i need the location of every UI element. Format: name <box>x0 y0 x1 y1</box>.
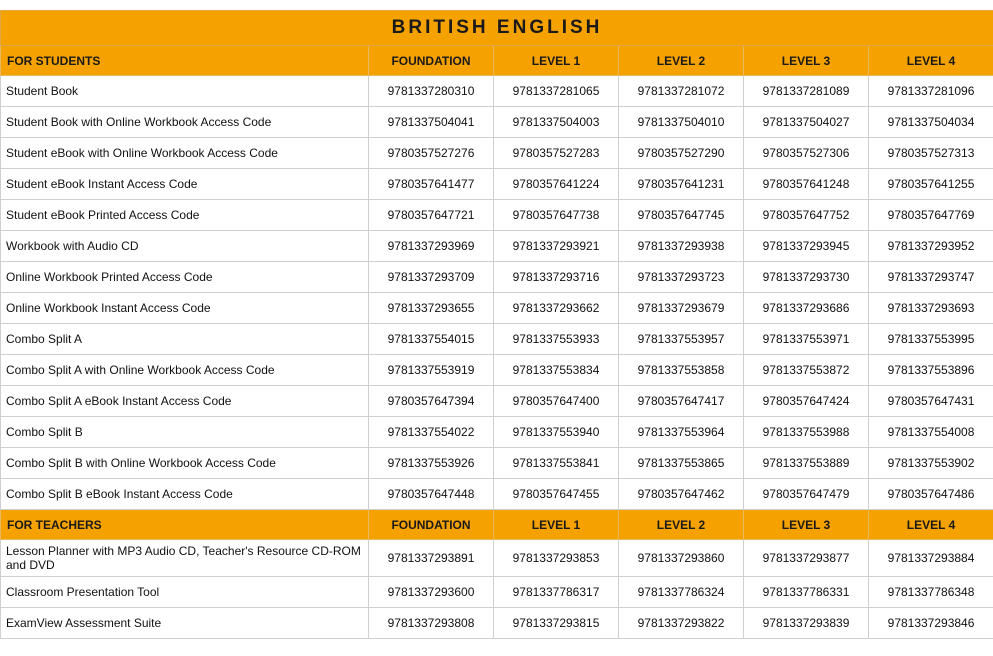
isbn-cell: 9781337293730 <box>744 262 869 293</box>
isbn-cell: 9781337554022 <box>369 417 494 448</box>
table-row <box>1 540 993 577</box>
isbn-cell: 9781337293723 <box>619 262 744 293</box>
column-header: LEVEL 2 <box>619 46 744 76</box>
table-row <box>1 107 993 138</box>
isbn-cell: 9780357647417 <box>619 386 744 417</box>
isbn-cell: 9781337553896 <box>869 355 993 386</box>
isbn-cell: 9781337553841 <box>494 448 619 479</box>
isbn-cell: 9780357527290 <box>619 138 744 169</box>
isbn-cell: 9781337281096 <box>869 76 993 107</box>
isbn-cell: 9781337553940 <box>494 417 619 448</box>
students-section <box>1 46 993 510</box>
isbn-cell: 9781337293600 <box>369 577 494 608</box>
isbn-cell: 9780357647752 <box>744 200 869 231</box>
title-row <box>1 11 993 46</box>
isbn-cell: 9781337553902 <box>869 448 993 479</box>
isbn-cell: 9781337281089 <box>744 76 869 107</box>
table-row <box>1 448 993 479</box>
isbn-cell: 9780357647394 <box>369 386 494 417</box>
isbn-cell: 9781337553971 <box>744 324 869 355</box>
isbn-cell: 9781337293747 <box>869 262 993 293</box>
isbn-cell: 9780357647400 <box>494 386 619 417</box>
isbn-cell: 9780357647745 <box>619 200 744 231</box>
isbn-cell: 9780357641248 <box>744 169 869 200</box>
isbn-cell: 9781337553834 <box>494 355 619 386</box>
column-header: LEVEL 4 <box>869 510 993 540</box>
product-name-cell: Combo Split A with Online Workbook Access Code <box>1 355 369 386</box>
isbn-cell: 9781337293693 <box>869 293 993 324</box>
product-name-cell: Online Workbook Instant Access Code <box>1 293 369 324</box>
column-header: LEVEL 1 <box>494 510 619 540</box>
isbn-cell: 9781337504034 <box>869 107 993 138</box>
isbn-cell: 9781337293709 <box>369 262 494 293</box>
isbn-cell: 9781337553988 <box>744 417 869 448</box>
isbn-cell: 9780357647462 <box>619 479 744 510</box>
isbn-cell: 9781337293815 <box>494 608 619 639</box>
isbn-cell: 9781337293860 <box>619 540 744 577</box>
isbn-cell: 9781337786348 <box>869 577 993 608</box>
table-row <box>1 169 993 200</box>
isbn-cell: 9781337293853 <box>494 540 619 577</box>
isbn-cell: 9781337293808 <box>369 608 494 639</box>
isbn-table <box>0 10 993 639</box>
product-name-cell: Lesson Planner with MP3 Audio CD, Teacher's Resource CD-ROM and DVD <box>1 540 369 577</box>
product-name-cell: Student eBook Instant Access Code <box>1 169 369 200</box>
table-row <box>1 138 993 169</box>
column-header: LEVEL 2 <box>619 510 744 540</box>
isbn-cell: 9780357647479 <box>744 479 869 510</box>
isbn-cell: 9780357527276 <box>369 138 494 169</box>
isbn-cell: 9781337553889 <box>744 448 869 479</box>
isbn-cell: 9781337553919 <box>369 355 494 386</box>
isbn-cell: 9780357641255 <box>869 169 993 200</box>
column-header: FOUNDATION <box>369 510 494 540</box>
isbn-cell: 9781337293686 <box>744 293 869 324</box>
isbn-cell: 9781337553926 <box>369 448 494 479</box>
isbn-cell: 9780357647721 <box>369 200 494 231</box>
column-header: LEVEL 3 <box>744 510 869 540</box>
isbn-cell: 9781337553957 <box>619 324 744 355</box>
column-header: LEVEL 4 <box>869 46 993 76</box>
table-row <box>1 417 993 448</box>
product-name-cell: Workbook with Audio CD <box>1 231 369 262</box>
isbn-cell: 9781337293891 <box>369 540 494 577</box>
isbn-cell: 9781337553865 <box>619 448 744 479</box>
isbn-cell: 9780357527306 <box>744 138 869 169</box>
isbn-cell: 9781337504003 <box>494 107 619 138</box>
table-row <box>1 386 993 417</box>
product-name-cell: Online Workbook Printed Access Code <box>1 262 369 293</box>
isbn-cell: 9781337504027 <box>744 107 869 138</box>
isbn-cell: 9781337553858 <box>619 355 744 386</box>
isbn-cell: 9781337293662 <box>494 293 619 324</box>
isbn-cell: 9780357641224 <box>494 169 619 200</box>
isbn-cell: 9781337553872 <box>744 355 869 386</box>
isbn-cell: 9781337293822 <box>619 608 744 639</box>
isbn-cell: 9780357647431 <box>869 386 993 417</box>
isbn-cell: 9781337786317 <box>494 577 619 608</box>
isbn-cell: 9780357647424 <box>744 386 869 417</box>
table-row <box>1 231 993 262</box>
isbn-cell: 9780357647448 <box>369 479 494 510</box>
isbn-cell: 9781337293679 <box>619 293 744 324</box>
isbn-cell: 9780357641477 <box>369 169 494 200</box>
isbn-cell: 9781337553933 <box>494 324 619 355</box>
isbn-cell: 9781337293716 <box>494 262 619 293</box>
isbn-cell: 9781337554015 <box>369 324 494 355</box>
column-header: LEVEL 3 <box>744 46 869 76</box>
isbn-cell: 9781337293846 <box>869 608 993 639</box>
table-row <box>1 355 993 386</box>
isbn-cell: 9781337293921 <box>494 231 619 262</box>
column-header: FOUNDATION <box>369 46 494 76</box>
table-row <box>1 324 993 355</box>
isbn-cell: 9781337293655 <box>369 293 494 324</box>
isbn-cell: 9781337281065 <box>494 76 619 107</box>
isbn-cell: 9781337293945 <box>744 231 869 262</box>
product-name-cell: Combo Split A <box>1 324 369 355</box>
isbn-table-container <box>0 10 993 639</box>
product-name-cell: Student Book <box>1 76 369 107</box>
students-section-heading: FOR STUDENTS <box>1 46 369 76</box>
isbn-cell: 9780357647455 <box>494 479 619 510</box>
product-name-cell: Classroom Presentation Tool <box>1 577 369 608</box>
isbn-cell: 9781337293884 <box>869 540 993 577</box>
isbn-cell: 9781337293969 <box>369 231 494 262</box>
product-name-cell: Student Book with Online Workbook Access Code <box>1 107 369 138</box>
isbn-cell: 9780357647738 <box>494 200 619 231</box>
isbn-cell: 9781337293952 <box>869 231 993 262</box>
isbn-cell: 9781337786331 <box>744 577 869 608</box>
isbn-cell: 9781337554008 <box>869 417 993 448</box>
product-name-cell: ExamView Assessment Suite <box>1 608 369 639</box>
table-row <box>1 577 993 608</box>
table-row <box>1 76 993 107</box>
isbn-cell: 9781337293839 <box>744 608 869 639</box>
isbn-cell: 9781337504041 <box>369 107 494 138</box>
table-row <box>1 293 993 324</box>
table-row <box>1 608 993 639</box>
isbn-cell: 9781337786324 <box>619 577 744 608</box>
product-name-cell: Combo Split B <box>1 417 369 448</box>
isbn-cell: 9781337504010 <box>619 107 744 138</box>
table-title: BRITISH ENGLISH <box>1 11 993 46</box>
table-row <box>1 479 993 510</box>
product-name-cell: Combo Split A eBook Instant Access Code <box>1 386 369 417</box>
table-row <box>1 200 993 231</box>
isbn-cell: 9781337553995 <box>869 324 993 355</box>
isbn-cell: 9780357647769 <box>869 200 993 231</box>
teachers-section-heading: FOR TEACHERS <box>1 510 369 540</box>
isbn-cell: 9780357527313 <box>869 138 993 169</box>
isbn-cell: 9780357641231 <box>619 169 744 200</box>
table-row <box>1 262 993 293</box>
isbn-cell: 9780357527283 <box>494 138 619 169</box>
product-name-cell: Student eBook Printed Access Code <box>1 200 369 231</box>
product-name-cell: Combo Split B eBook Instant Access Code <box>1 479 369 510</box>
teachers-header-row <box>1 510 993 540</box>
teachers-section <box>1 510 993 639</box>
students-header-row <box>1 46 993 76</box>
isbn-cell: 9780357647486 <box>869 479 993 510</box>
isbn-cell: 9781337293877 <box>744 540 869 577</box>
column-header: LEVEL 1 <box>494 46 619 76</box>
product-name-cell: Combo Split B with Online Workbook Access Code <box>1 448 369 479</box>
isbn-cell: 9781337293938 <box>619 231 744 262</box>
isbn-cell: 9781337281072 <box>619 76 744 107</box>
isbn-cell: 9781337280310 <box>369 76 494 107</box>
product-name-cell: Student eBook with Online Workbook Access Code <box>1 138 369 169</box>
isbn-cell: 9781337553964 <box>619 417 744 448</box>
